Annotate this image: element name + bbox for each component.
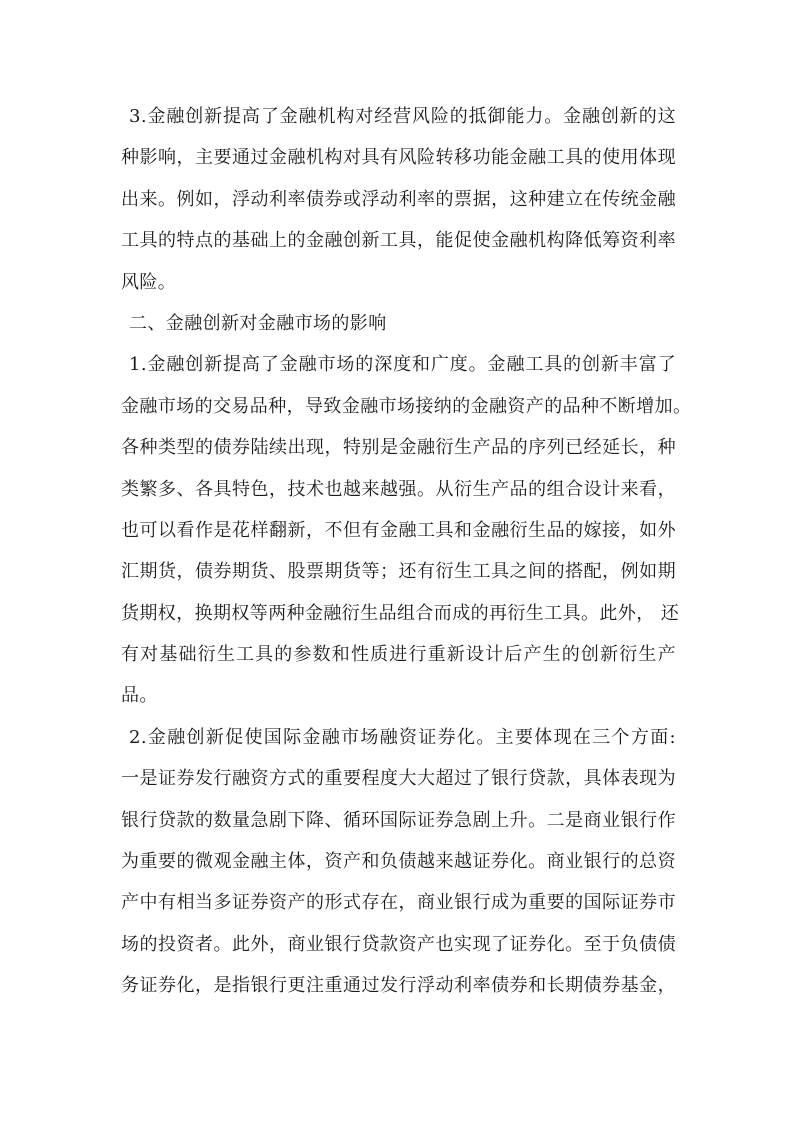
text-line: 务证券化，是指银行更注重通过发行浮动利率债券和长期债券基金， xyxy=(121,975,676,997)
text-line: 银行贷款的数量急剧下降、循环国际证券急剧上升。二是商业银行作 xyxy=(121,809,676,831)
text-line: 场的投资者。此外，商业银行贷款资产也实现了证券化。至于负债债 xyxy=(121,933,676,955)
section-heading xyxy=(121,303,676,344)
text-line: 一是证券发行融资方式的重要程度大大超过了银行贷款，具体表现为 xyxy=(121,768,676,790)
text-line: 品。 xyxy=(121,685,158,707)
document-body xyxy=(121,96,692,1007)
text-line: 金融市场的交易品种，导致金融市场接纳的金融资产的品种不断增加。 xyxy=(121,395,692,417)
text-line: 1.金融创新提高了金融市场的深度和广度。金融工具的创新丰富了 xyxy=(129,354,676,376)
text-line: 3.金融创新提高了金融机构对经营风险的抵御能力。金融创新的这 xyxy=(129,106,676,127)
text-line: 为重要的微观金融主体，资产和负债越来越证券化。商业银行的总资 xyxy=(121,851,676,873)
paragraph-risk-resistance xyxy=(121,96,676,303)
paragraph-market-depth xyxy=(121,344,692,717)
text-line: 货期权，换期权等两种金融衍生品组合而成的再衍生工具。此外， 还 xyxy=(121,602,680,624)
text-line: 种影响，主要通过金融机构对具有风险转移功能金融工具的使用体现 xyxy=(121,147,676,169)
heading-text: 二、金融创新对金融市场的影响 xyxy=(129,312,387,334)
text-line: 各种类型的债券陆续出现，特别是金融衍生产品的序列已经延长，种 xyxy=(121,437,676,459)
paragraph-securitization xyxy=(121,717,676,1007)
text-line: 汇期货，债券期货、股票期货等；还有衍生工具之间的搭配，例如期 xyxy=(121,561,676,583)
text-line: 2.金融创新促使国际金融市场融资证券化。主要体现在三个方面: xyxy=(129,726,676,748)
text-line: 风险。 xyxy=(121,271,177,293)
text-line: 产中有相当多证券资产的形式存在，商业银行成为重要的国际证券市 xyxy=(121,892,676,914)
text-line: 类繁多、各具特色，技术也越来越强。从衍生产品的组合设计来看， xyxy=(121,478,676,500)
text-line: 有对基础衍生工具的参数和性质进行重新设计后产生的创新衍生产 xyxy=(121,644,676,666)
text-line: 也可以看作是花样翻新，不但有金融工具和金融衍生品的嫁接，如外 xyxy=(121,519,676,541)
text-line: 工具的特点的基础上的金融创新工具，能促使金融机构降低筹资利率 xyxy=(121,230,676,252)
text-line: 出来。例如，浮动利率债券或浮动利率的票据，这种建立在传统金融 xyxy=(121,188,676,210)
